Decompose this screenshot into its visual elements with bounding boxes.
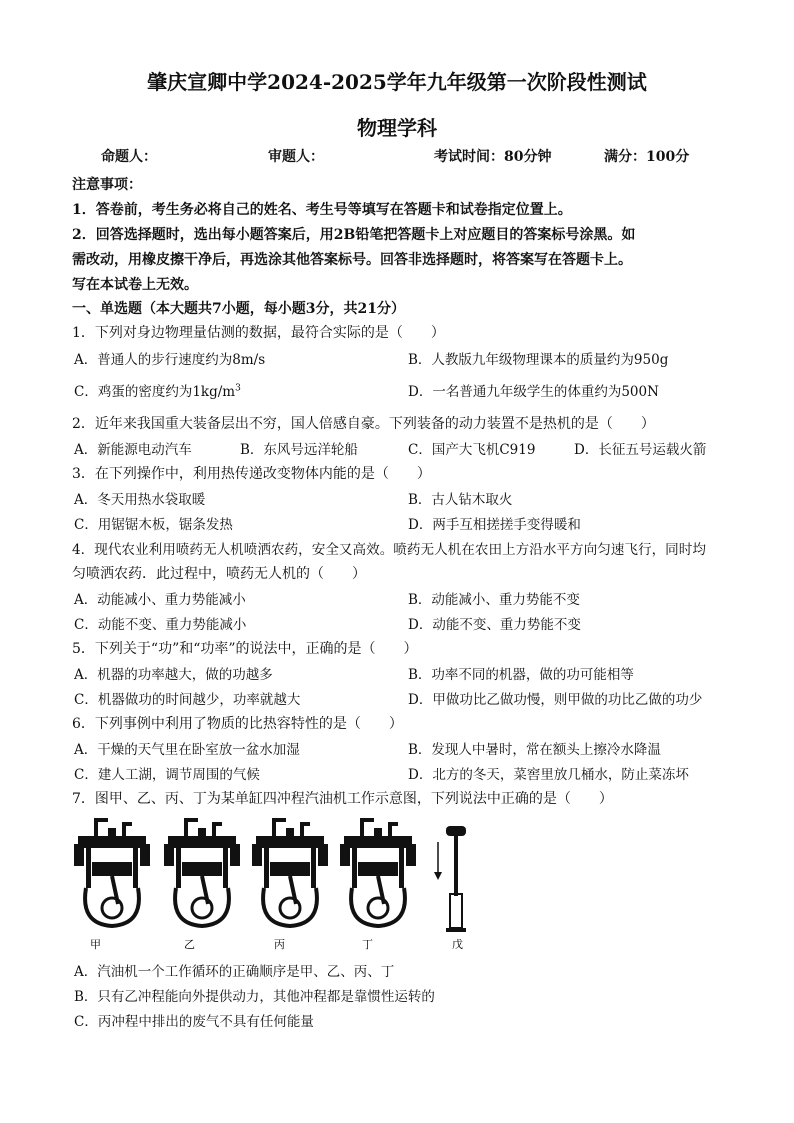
q3-stem: 3．在下列操作中，利用热传递改变物体内能的是（ ）: [72, 466, 431, 482]
engine-strokes-figure: [74, 814, 474, 952]
full-score: 满分：100分: [604, 149, 690, 165]
q2-stem: 2．近年来我国重大装备层出不穷，国人倍感自豪。下列装备的动力装置不是热机的是（ ）: [72, 416, 655, 432]
exam-title: 肇庆宣卿中学2024-2025学年九年级第一次阶段性测试: [147, 70, 647, 94]
q4-option-b: B．动能减小、重力势能不变: [408, 592, 580, 608]
setter-label: 命题人：: [101, 149, 157, 165]
q1-stem: 1．下列对身边物理量估测的数据，最符合实际的是（ ）: [72, 325, 445, 341]
q3-option-a: A．冬天用热水袋取暖: [74, 492, 206, 508]
section-heading: 一、单选题（本大题共7小题，每小题3分，共21分）: [72, 301, 405, 317]
q6-stem: 6．下列事例中利用了物质的比热容特性的是（ ）: [72, 716, 403, 732]
q7-option-b: B．只有乙冲程能向外提供动力，其他冲程都是靠惯性运转的: [74, 989, 435, 1005]
q6-option-d: D．北方的冬天，菜窖里放几桶水，防止菜冻坏: [408, 767, 689, 783]
reviewer-label: 审题人：: [268, 149, 324, 165]
label-jia: 甲: [90, 938, 101, 951]
q1-option-b: B．人教版九年级物理课本的质量约为950g: [408, 352, 669, 368]
q4-option-d: D．动能不变、重力势能不变: [408, 617, 581, 633]
q6-option-a: A．干燥的天气里在卧室放一盆水加湿: [74, 742, 300, 758]
subject-title: 物理学科: [357, 116, 437, 140]
q5-option-c: C．机器做功的时间越少，功率就越大: [74, 692, 301, 708]
q1-option-a: A．普通人的步行速度约为8m/s: [74, 352, 266, 368]
q5-option-d: D．甲做功比乙做功慢，则甲做的功比乙做的功少: [408, 692, 703, 708]
q4-stem-line-2: 匀喷洒农药．此过程中，喷药无人机的（ ）: [72, 566, 366, 582]
q7-option-c: C．丙冲程中排出的废气不具有任何能量: [74, 1014, 314, 1030]
q4-stem-line-1: 4．现代农业利用喷药无人机喷洒农药，安全又高效。喷药无人机在农田上方沿水平方向匀速飞行，同时均: [72, 542, 706, 558]
q5-stem: 5．下列关于“功”和“功率”的说法中，正确的是（ ）: [72, 641, 418, 657]
q7-stem: 7．图甲、乙、丙、丁为某单缸四冲程汽油机工作示意图，下列说法中正确的是（ ）: [72, 791, 613, 807]
notice-item-2-line-2: 需改动，用橡皮擦干净后，再选涂其他答案标号。回答非选择题时，将答案写在答题卡上。: [72, 252, 632, 268]
notice-heading: 注意事项：: [72, 177, 142, 193]
label-bing: 丙: [274, 938, 285, 951]
q1-option-c-exponent: 3: [235, 383, 241, 394]
q1-option-c-text: C．鸡蛋的密度约为1kg/m: [74, 384, 236, 400]
engine-stroke-2: [164, 820, 240, 926]
air-pump-figure: [434, 826, 466, 932]
q4-option-c: C．动能不变、重力势能减小: [74, 617, 247, 633]
notice-item-2-line-3: 写在本试卷上无效。: [72, 277, 198, 293]
exam-time: 考试时间：80分钟: [434, 149, 552, 165]
label-ding: 丁: [362, 938, 373, 951]
q1-option-c: [74, 380, 241, 400]
engine-stroke-4: [340, 820, 416, 926]
q2-option-d: D．长征五号运载火箭: [574, 442, 707, 458]
notice-item-2-line-1: 2．回答选择题时，选出每小题答案后，用2B铅笔把答题卡上对应题目的答案标号涂黑。如: [72, 227, 636, 243]
q3-option-b: B．古人钻木取火: [408, 492, 513, 508]
engine-stroke-1: [74, 820, 150, 926]
q3-option-d: D．两手互相搓搓手变得暖和: [408, 517, 581, 533]
q4-option-a: A．动能减小、重力势能减小: [74, 592, 246, 608]
q6-option-c: C．建人工湖，调节周围的气候: [74, 767, 260, 783]
engine-stroke-3: [252, 820, 328, 926]
q1-option-d: D．一名普通九年级学生的体重约为500N: [408, 384, 659, 400]
q2-option-c: C．国产大飞机C919: [408, 442, 536, 458]
q2-option-a: A．新能源电动汽车: [74, 442, 192, 458]
q5-option-b: B．功率不同的机器，做的功可能相等: [408, 667, 634, 683]
notice-item-1: 1．答卷前，考生务必将自己的姓名、考生号等填写在答题卡和试卷指定位置上。: [72, 202, 572, 218]
label-wu: 戊: [452, 938, 463, 951]
q2-option-b: B．东风号远洋轮船: [240, 442, 358, 458]
q5-option-a: A．机器的功率越大，做的功越多: [74, 667, 273, 683]
q3-option-c: C．用锯锯木板，锯条发热: [74, 517, 233, 533]
label-yi: 乙: [184, 938, 195, 951]
q7-option-a: A．汽油机一个工作循环的正确顺序是甲、乙、丙、丁: [74, 964, 395, 980]
q6-option-b: B．发现人中暑时，常在额头上擦冷水降温: [408, 742, 661, 758]
